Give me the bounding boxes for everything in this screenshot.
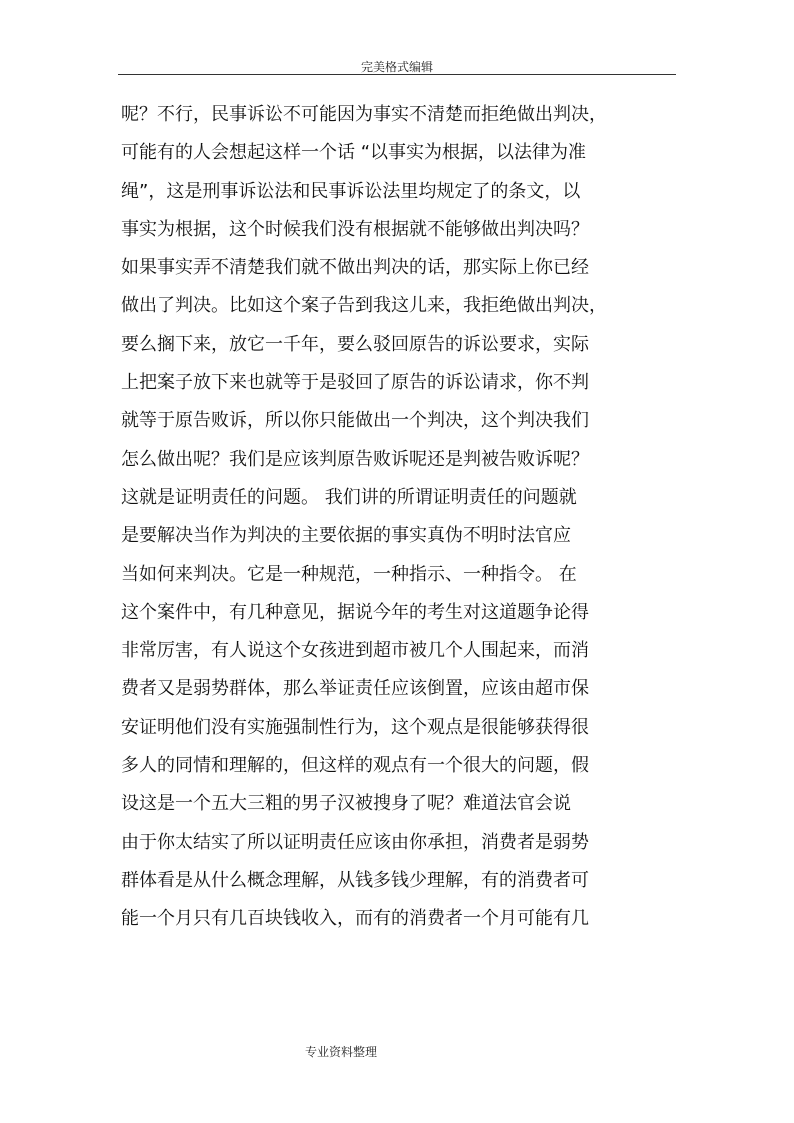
page-footer-text: 专业资料整理 bbox=[305, 1045, 378, 1059]
body-line: 如果事实弄不清楚我们就不做出判决的话，那实际上你已经 bbox=[121, 257, 589, 279]
body-line: 设这是一个五大三粗的男子汉被搜身了呢？难道法官会说 bbox=[121, 793, 571, 815]
body-line: 由于你太结实了所以证明责任应该由你承担，消费者是弱势 bbox=[121, 831, 589, 853]
document-body bbox=[121, 96, 676, 939]
body-line: 多人的同情和理解的，但这样的观点有一个很大的问题，假 bbox=[121, 755, 589, 777]
header-divider bbox=[118, 74, 676, 75]
body-line: 就等于原告败诉，所以你只能做出一个判决，这个判决我们 bbox=[121, 410, 589, 432]
body-line: 事实为根据，这个时候我们没有根据就不能够做出判决吗？ bbox=[121, 218, 589, 240]
body-line: 呢？不行，民事诉讼不可能因为事实不清楚而拒绝做出判决， bbox=[121, 104, 607, 125]
body-line: 安证明他们没有实施强制性行为，这个观点是很能够获得很 bbox=[121, 716, 589, 738]
body-line: 做出了判决。比如这个案子告到我这儿来，我拒绝做出判决， bbox=[121, 295, 607, 317]
body-line: 要么搁下来，放它一千年，要么驳回原告的诉讼要求，实际 bbox=[121, 333, 589, 355]
page-header-title: 完美格式编辑 bbox=[360, 60, 433, 74]
body-line: 上把案子放下来也就等于是驳回了原告的诉讼请求，你不判 bbox=[121, 372, 589, 394]
body-line: 是要解决当作为判决的主要依据的事实真伪不明时法官应 bbox=[121, 525, 571, 547]
body-line: 群体看是从什么概念理解，从钱多钱少理解，有的消费者可 bbox=[121, 869, 589, 891]
body-line: 当如何来判决。它是一种规范，一种指示、一种指令。 在 bbox=[121, 563, 577, 585]
body-line: 怎么做出呢？我们是应该判原告败诉呢还是判被告败诉呢？ bbox=[121, 448, 589, 470]
body-line: 非常厉害，有人说这个女孩进到超市被几个人围起来，而消 bbox=[121, 640, 589, 662]
body-line: 绳”，这是刑事诉讼法和民事诉讼法里均规定了的条文，以 bbox=[121, 180, 581, 202]
body-line: 这就是证明责任的问题。 我们讲的所谓证明责任的问题就 bbox=[121, 486, 577, 508]
body-line: 费者又是弱势群体，那么举证责任应该倒置，应该由超市保 bbox=[121, 678, 589, 700]
body-line: 能一个月只有几百块钱收入，而有的消费者一个月可能有几 bbox=[121, 908, 589, 930]
body-line: 可能有的人会想起这样一个话 “以事实为根据，以法律为准 bbox=[121, 142, 587, 164]
body-line: 这个案件中，有几种意见，据说今年的考生对这道题争论得 bbox=[121, 601, 589, 623]
